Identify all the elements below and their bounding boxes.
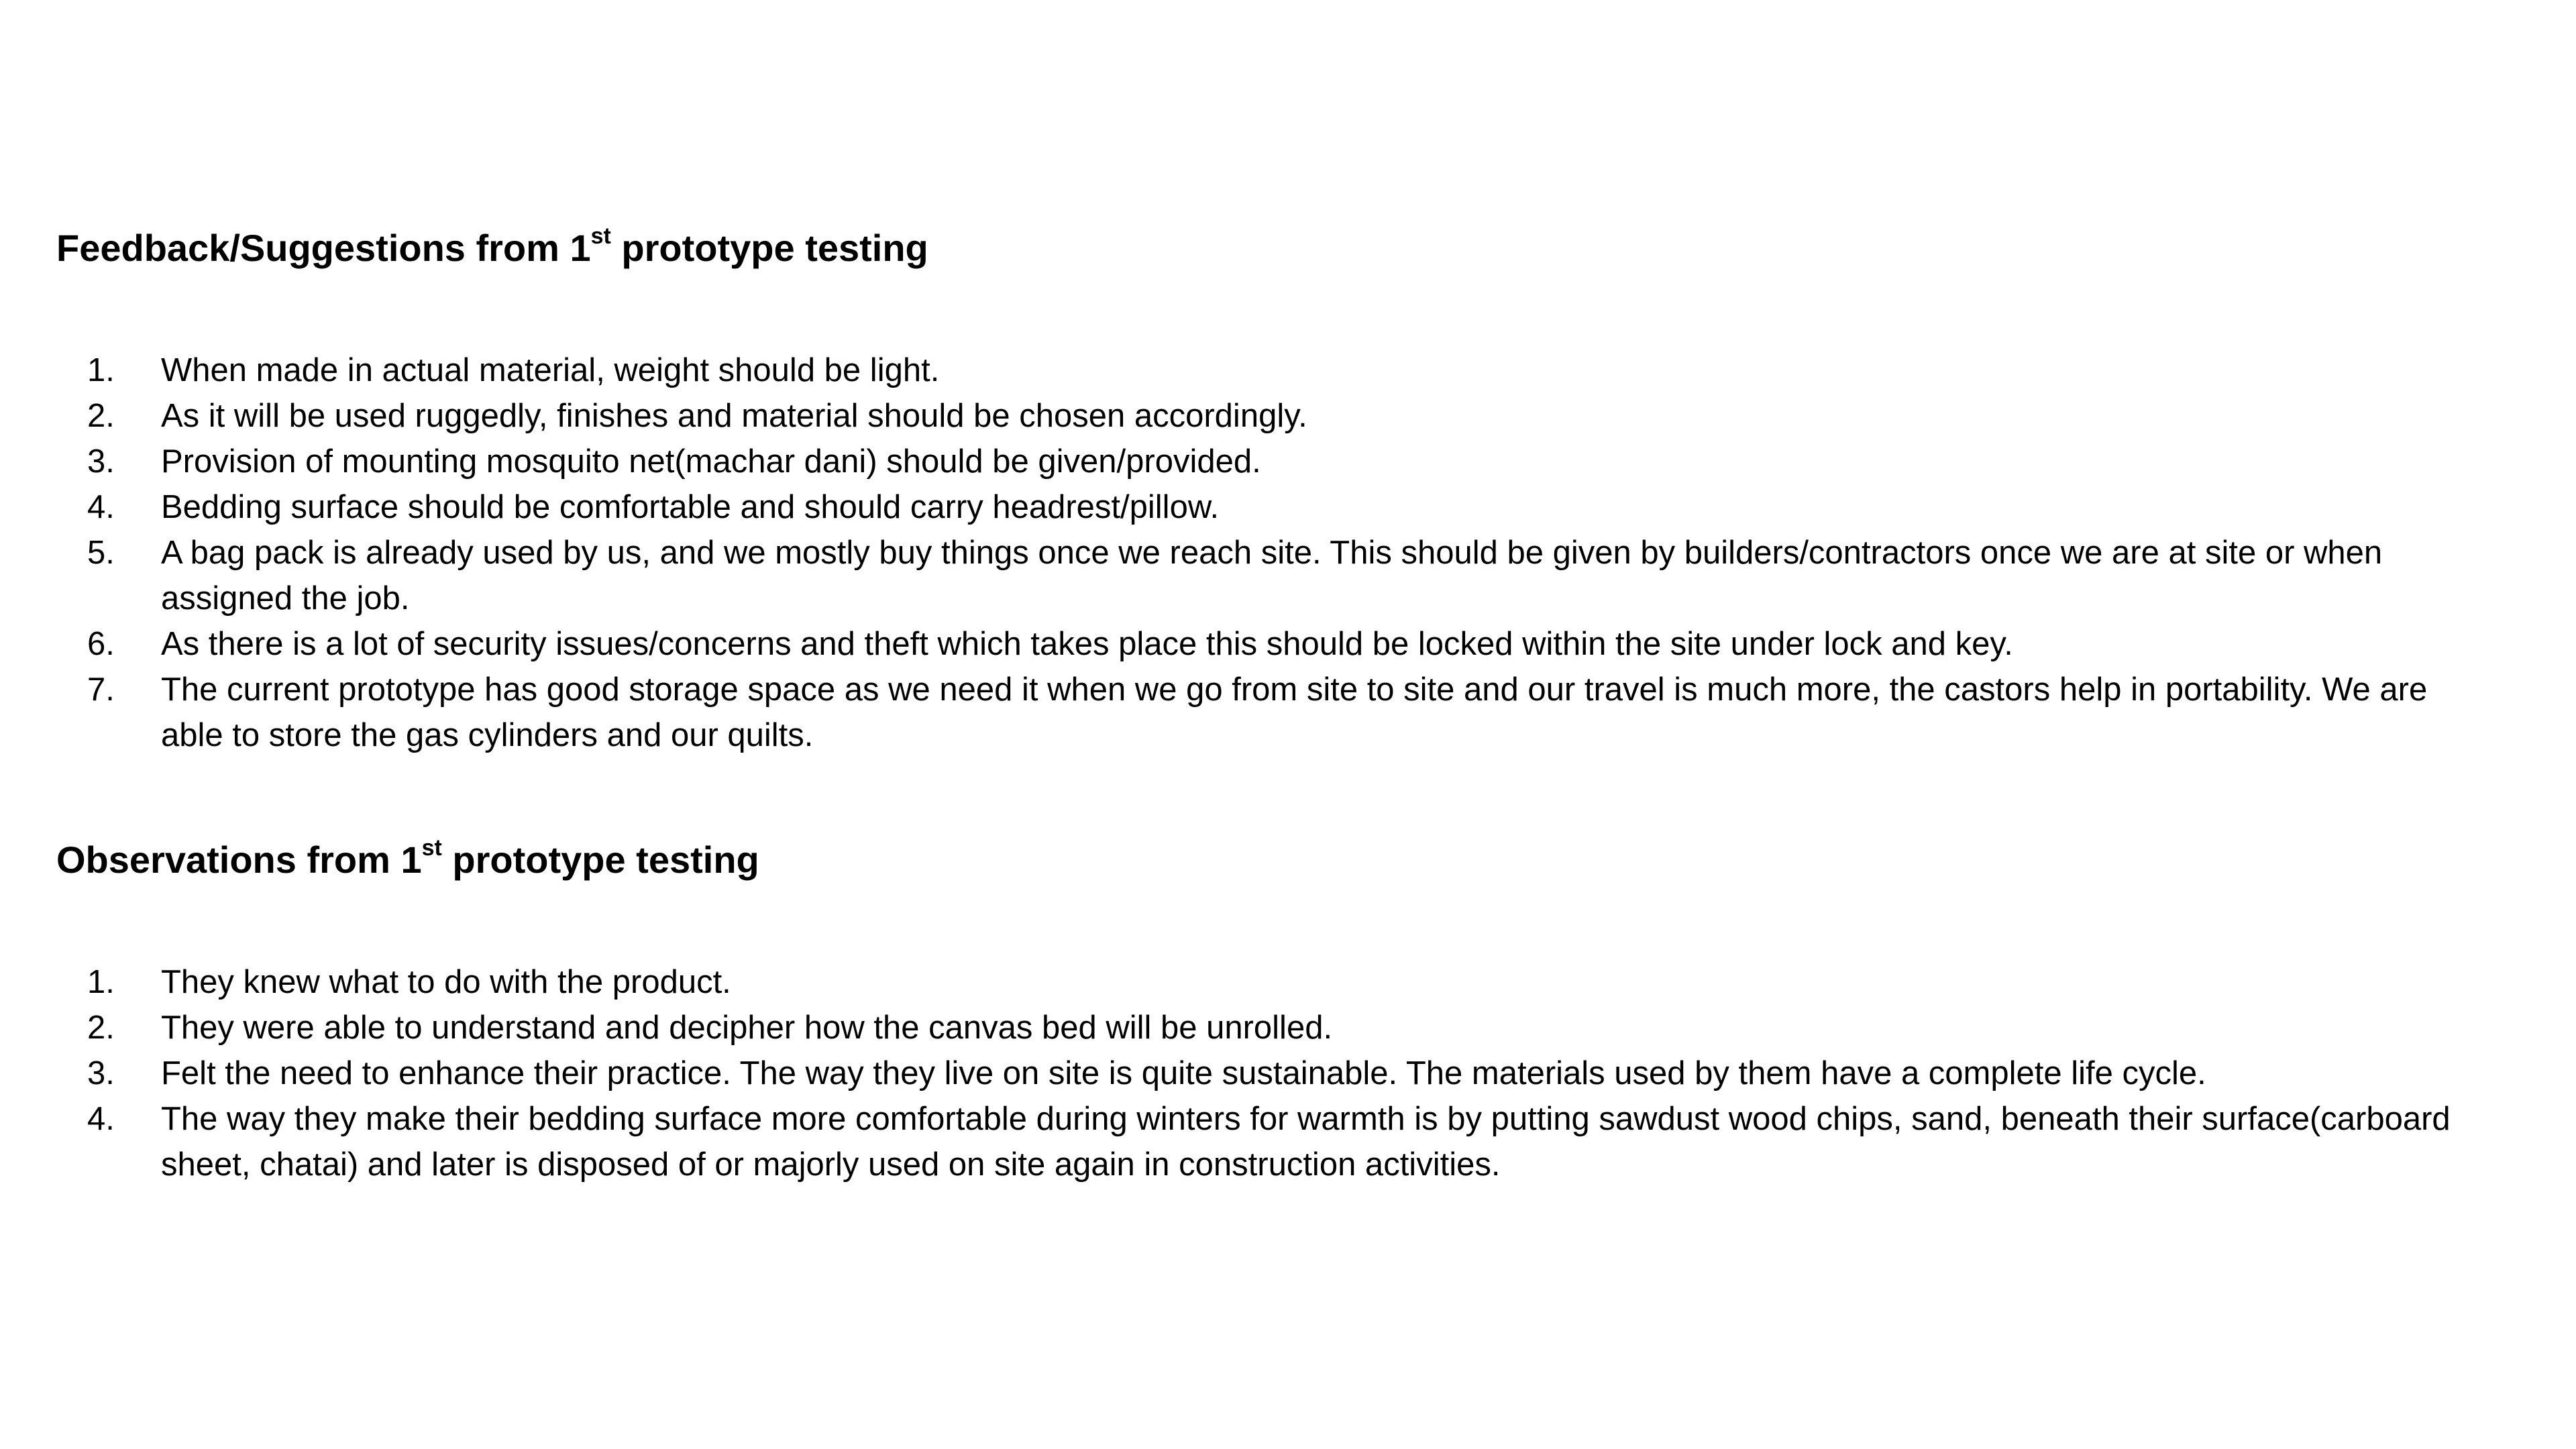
feedback-heading-sup: st <box>590 223 611 250</box>
list-item <box>56 1005 2471 1051</box>
list-item <box>56 1096 2471 1187</box>
list-item-number: 4. <box>87 489 115 525</box>
list-item-number: 3. <box>87 1055 115 1091</box>
list-item <box>56 484 2471 530</box>
feedback-heading <box>56 221 2525 275</box>
observations-heading-sup: st <box>421 835 442 861</box>
list-item-text: Provision of mounting mosquito net(machar dani) should be given/provided. <box>161 443 1261 480</box>
list-item-number: 1. <box>87 352 115 388</box>
list-item-number: 2. <box>87 1010 115 1046</box>
observations-heading-suffix: prototype testing <box>441 839 759 881</box>
list-item-text: As it will be used ruggedly, finishes and material should be chosen accordingly. <box>161 398 1307 434</box>
observations-list <box>56 959 2525 1187</box>
observations-heading <box>56 833 2525 887</box>
list-item-number: 4. <box>87 1101 115 1137</box>
list-item-text: The way they make their bedding surface more comfortable during winters for warmth is by putting sawdust wood chips, sand, beneath their surface(carboard sheet, chatai) and later is disposed of or majorly used on site again in construction activities. <box>161 1101 2451 1183</box>
list-item <box>56 530 2471 621</box>
feedback-section <box>56 221 2525 758</box>
list-item <box>56 621 2471 667</box>
list-item-text: They knew what to do with the product. <box>161 964 731 1000</box>
list-item-text: The current prototype has good storage space as we need it when we go from site to site and our travel is much more, the castors help in portability. We are able to store the gas cylinders and our quilts. <box>161 672 2428 753</box>
list-item-text: As there is a lot of security issues/concerns and theft which takes place this should be locked within the site under lock and key. <box>161 626 2013 662</box>
feedback-heading-suffix: prototype testing <box>610 227 928 269</box>
list-item-number: 2. <box>87 398 115 434</box>
list-item-text: Felt the need to enhance their practice. The way they live on site is quite sustainable. The materials used by them have a complete life cycle. <box>161 1055 2206 1091</box>
observations-section <box>56 833 2525 1187</box>
list-item <box>56 393 2471 439</box>
feedback-list <box>56 347 2525 758</box>
list-item-number: 5. <box>87 535 115 571</box>
list-item-text: They were able to understand and decipher how the canvas bed will be unrolled. <box>161 1010 1333 1046</box>
list-item-number: 3. <box>87 443 115 480</box>
list-item <box>56 1051 2471 1096</box>
list-item-number: 6. <box>87 626 115 662</box>
slide-content <box>56 221 2525 1187</box>
list-item <box>56 347 2471 393</box>
list-item <box>56 439 2471 484</box>
list-item <box>56 959 2471 1005</box>
list-item-text: Bedding surface should be comfortable and should carry headrest/pillow. <box>161 489 1220 525</box>
list-item-number: 1. <box>87 964 115 1000</box>
list-item-text: When made in actual material, weight should be light. <box>161 352 940 388</box>
feedback-heading-prefix: Feedback/Suggestions from 1 <box>56 227 591 269</box>
list-item-text: A bag pack is already used by us, and we mostly buy things once we reach site. This should be given by builders/contractors once we are at site or when assigned the job. <box>161 535 2383 616</box>
observations-heading-prefix: Observations from 1 <box>56 839 422 881</box>
list-item <box>56 667 2471 758</box>
list-item-number: 7. <box>87 672 115 708</box>
